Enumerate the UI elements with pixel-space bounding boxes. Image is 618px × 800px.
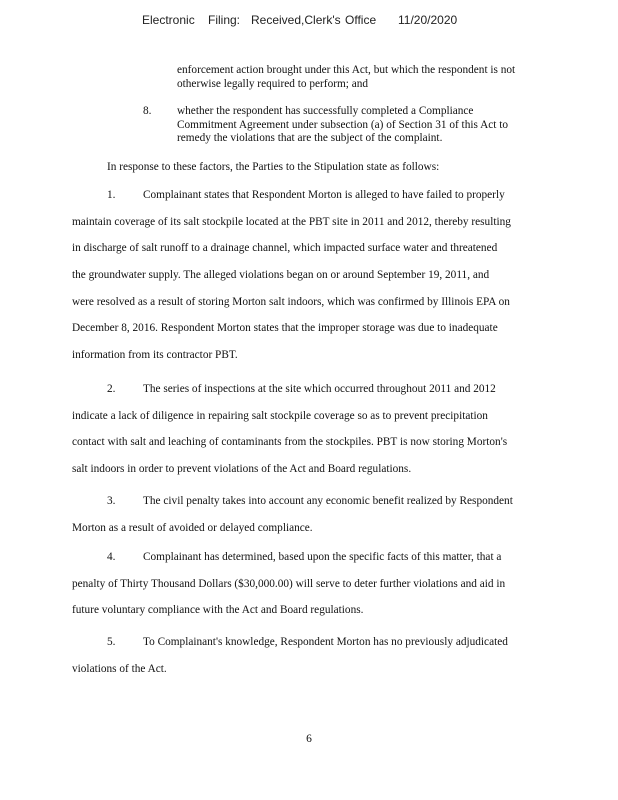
text-line: The civil penalty takes into account any economic benefit realized by Respondent [143,495,513,507]
text-line: The series of inspections at the site which occurred throughout 2011 and 2012 [143,383,496,395]
text-line: violations of the Act. [72,662,167,675]
intro-sentence: In response to these factors, the Parties to the Stipulation state as follows: [107,161,440,173]
text-line: Morton as a result of avoided or delayed compliance. [72,521,313,534]
page-number: 6 [306,733,312,745]
factor-8-text [177,105,508,146]
text-line: Complainant states that Respondent Morton is alleged to have failed to properly [143,189,505,201]
text-line: in discharge of salt runoff to a drainage channel, which impacted surface water and threatened [72,242,498,255]
paragraph-5-number: 5. [107,636,116,648]
text-line: whether the respondent has successfully completed a Compliance [177,105,474,117]
paragraph-1 [72,189,511,376]
text-line: salt indoors in order to prevent violations of the Act and Board regulations. [72,463,412,476]
header-word-received: Received,Clerk's [251,13,341,27]
text-line: contact with salt and leaching of contaminants from the stockpiles. PBT is now storing Morton's [72,436,508,449]
text-line: indicate a lack of diligence in repairing salt stockpile coverage so as to prevent precipitation [72,409,488,422]
text-line: maintain coverage of its salt stockpile located at the PBT site in 2011 and 2012, thereby resulting [72,215,511,228]
factor-8-number: 8. [143,105,152,117]
text-line: Commitment Agreement under subsection (a) of Section 31 of this Act to [177,118,509,131]
header-word-filing: Filing: [208,13,241,27]
paragraph-1-number: 1. [107,189,116,201]
paragraph-5 [72,636,508,689]
text-line: penalty of Thirty Thousand Dollars ($30,000.00) will serve to deter further violations and aid in [72,577,506,590]
text-line: were resolved as a result of storing Morton salt indoors, which was confirmed by Illinois EPA on [72,295,510,308]
header-word-electronic: Electronic [142,13,195,27]
paragraph-2-number: 2. [107,383,116,395]
text-line: the groundwater supply. The alleged violations began on or around September 19, 2011, and [72,269,490,282]
text-line: remedy the violations that are the subject of the complaint. [177,132,443,144]
text-line: future voluntary compliance with the Act and Board regulations. [72,604,364,617]
text-line: otherwise legally required to perform; and [177,77,369,90]
paragraph-4-number: 4. [107,551,116,563]
text-line: Complainant has determined, based upon the specific facts of this matter, that a [143,551,502,563]
text-line: enforcement action brought under this Act, but which the respondent is not [177,64,516,76]
factor-7-continuation [177,64,515,91]
text-line: To Complainant's knowledge, Respondent Morton has no previously adjudicated [143,636,508,648]
paragraph-3 [72,495,513,548]
paragraph-2 [72,383,507,490]
text-line: December 8, 2016. Respondent Morton states that the improper storage was due to inadequate [72,322,498,335]
header-word-office: Office [345,13,377,27]
paragraph-4 [72,551,505,631]
header-date: 11/20/2020 [398,13,458,27]
paragraph-3-number: 3. [107,495,116,507]
text-line: information from its contractor PBT. [72,349,238,362]
